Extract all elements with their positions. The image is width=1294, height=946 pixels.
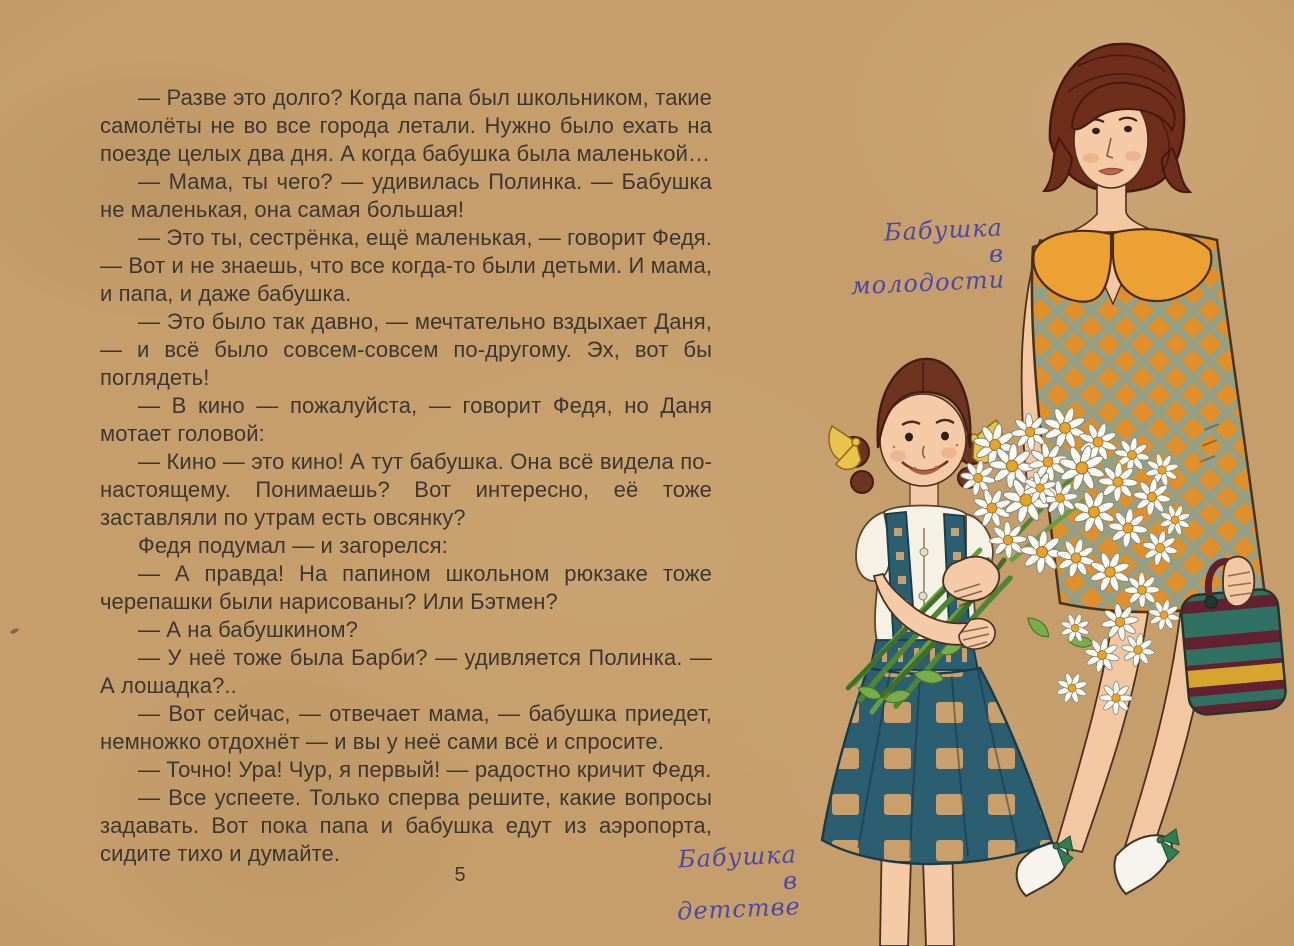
story-paragraph: — В кино — пожалуйста, — говорит Федя, но Даня мотает головой: [100, 393, 712, 446]
caption-line: Бабушка [677, 840, 798, 874]
story-paragraph: — Все успеете. Только сперва решите, какие вопросы задавать. Вот пока папа и бабушка едут из аэропорта, сидите тихо и думайте. [100, 785, 712, 866]
caption-line: в молодости [850, 239, 1006, 301]
caption-line: Бабушка [883, 213, 1004, 247]
girl-figure [822, 359, 1052, 946]
story-paragraph: — Кино — это кино! А тут бабушка. Она всё видела по-настоящему. Понимаешь? Вот интересно, её тоже заставляли по утрам есть овсянку? [100, 449, 712, 530]
caption-grandmother-child [674, 840, 802, 926]
story-paragraph: — Мама, ты чего? — удивилась Полинка. — Бабушка не маленькая, она самая большая! [100, 169, 712, 222]
ink-speck [10, 627, 20, 634]
caption-grandmother-young [838, 214, 1005, 299]
bag-grommet [1205, 596, 1217, 608]
story-paragraph: — У неё тоже была Барби? — удивляется Полинка. — А лошадка?.. [100, 645, 712, 698]
story-paragraph: Федя подумал — и загорелся: [138, 533, 448, 558]
story-text-column [100, 84, 712, 868]
story-paragraph: — А на бабушкином? [138, 617, 358, 642]
blouse-button [919, 592, 927, 600]
pinafore-skirt [822, 668, 1052, 864]
girl-left-sleeve [856, 512, 890, 581]
page-number: 5 [454, 864, 466, 886]
story-paragraph: — А правда! На папином школьном рюкзаке тоже черепашки были нарисованы? Или Бэтмен? [100, 561, 712, 614]
story-paragraph: — Это было так давно, — мечтательно вздыхает Даня, — и всё было совсем-совсем по-другому. Эх, вот бы поглядеть! [100, 309, 712, 390]
story-paragraph: — Это ты, сестрёнка, ещё маленькая, — говорит Федя. — Вот и не знаешь, что все когда-то были детьми. И мама, и папа, и даже бабушка. [100, 225, 712, 306]
illustration-grandmother-figures [820, 0, 1294, 946]
story-paragraph: — Точно! Ура! Чур, я первый! — радостно кричит Федя. [138, 757, 712, 782]
woman-hand [1223, 557, 1254, 607]
blouse-button [920, 548, 928, 556]
story-paragraph: — Разве это долго? Когда папа был школьником, такие самолёты не во все города летали. Нужно было ехать на поезде целых два дня. А когда бабушка была маленькой… [100, 85, 712, 166]
caption-line: в детстве [676, 866, 802, 926]
story-paragraph: — Вот сейчас, — отвечает мама, — бабушка приедет, немножко отдохнёт — и вы у неё сами всё и спросите. [100, 701, 712, 754]
